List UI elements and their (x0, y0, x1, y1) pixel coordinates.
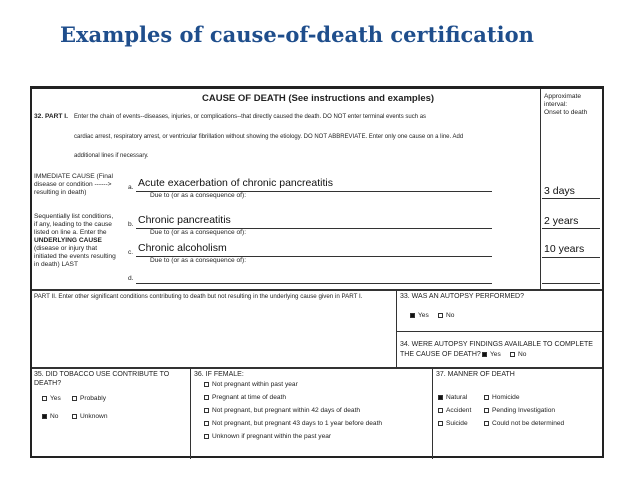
q37-pending-option[interactable] (484, 407, 555, 415)
q36-option-2[interactable] (204, 394, 286, 402)
sequential-5: (disease or injury that (34, 245, 98, 252)
checkbox-icon (484, 395, 489, 400)
q37-natural-label: Natural (446, 394, 468, 401)
q36-option-1-label: Not pregnant within past year (212, 381, 298, 388)
checkbox-icon (204, 421, 209, 426)
checkbox-icon (438, 313, 443, 318)
q33-label: 33. WAS AN AUTOPSY PERFORMED? (400, 293, 524, 300)
checkbox-checked-icon (438, 395, 443, 400)
letter-a: a. (128, 184, 134, 191)
part1-instr-2: cardiac arrest, respiratory arrest, or ventricular fibrillation without showing the etiology. DO NOT ABBREVIATE. Enter only one cause on a line. Add (74, 134, 464, 140)
checkbox-icon (72, 414, 77, 419)
q36-label: 36. IF FEMALE: (194, 371, 244, 378)
checkbox-icon (510, 352, 515, 357)
q35-probably-label: Probably (80, 395, 107, 402)
q37-homicide-label: Homicide (492, 394, 520, 401)
interval-divider (540, 89, 541, 289)
interval-header-3: Onset to death (544, 109, 588, 116)
q37-undetermined-label: Could not be determined (492, 420, 565, 427)
q36-option-4-label: Not pregnant, but pregnant 43 days to 1 year before death (212, 420, 383, 427)
q35-no-option[interactable] (42, 413, 58, 421)
q35-label-2: DEATH? (34, 380, 62, 387)
cause-d-line (136, 283, 492, 284)
checkbox-icon (204, 434, 209, 439)
q34-label: 34. WERE AUTOPSY FINDINGS AVAILABLE TO COMPLETE (400, 341, 593, 348)
immediate-cause-2: disease or condition ------> (34, 181, 112, 188)
q34-yes-option[interactable] (482, 351, 501, 359)
q33-yes-label: Yes (418, 312, 429, 319)
sequential-7: in death) LAST (34, 261, 78, 268)
bottom-row-divider (32, 367, 602, 369)
checkbox-icon (438, 421, 443, 426)
cause-a: Acute exacerbation of chronic pancreatitis (138, 177, 333, 189)
q37-accident-label: Accident (446, 407, 472, 414)
checkbox-icon (72, 396, 77, 401)
cause-b: Chronic pancreatitis (138, 214, 231, 226)
page-title: Examples of cause-of-death certification (60, 22, 534, 47)
q36-option-3[interactable] (204, 407, 360, 415)
q37-suicide-option[interactable] (438, 420, 468, 428)
q33-no-label: No (446, 312, 455, 319)
q35-no-label: No (50, 413, 59, 420)
form-header: CAUSE OF DEATH (See instructions and examples) (202, 93, 435, 104)
q35-unknown-option[interactable] (72, 413, 108, 421)
immediate-cause-3: resulting in death) (34, 189, 87, 196)
checkbox-icon (204, 395, 209, 400)
checkbox-icon (42, 396, 47, 401)
interval-b: 2 years (544, 215, 579, 227)
q36-divider (432, 367, 433, 459)
interval-d-line (542, 283, 600, 284)
checkbox-icon (204, 382, 209, 387)
part2-text: PART II. Enter other significant conditions contributing to death but not resulting in the underlying cause given in PART I. (34, 293, 363, 300)
q34-yes-label: Yes (490, 351, 501, 358)
q35-yes-label: Yes (50, 395, 61, 402)
sequential-6: initiated the events resulting (34, 253, 116, 260)
q36-option-4[interactable] (204, 420, 382, 428)
checkbox-checked-icon (410, 313, 415, 318)
interval-a-line (542, 198, 600, 199)
checkbox-icon (484, 421, 489, 426)
q35-divider (190, 367, 191, 459)
q37-label: 37. MANNER OF DEATH (436, 371, 515, 378)
letter-b: b. (128, 221, 134, 228)
checkbox-icon (204, 408, 209, 413)
q35-unknown-label: Unknown (80, 413, 108, 420)
q35-label: 35. DID TOBACCO USE CONTRIBUTE TO (34, 371, 170, 378)
q33-divider (396, 289, 397, 367)
death-certificate-form (30, 86, 604, 458)
part1-label: 32. PART I. (34, 113, 68, 120)
checkbox-checked-icon (482, 352, 487, 357)
interval-c-line (542, 257, 600, 258)
q36-option-5[interactable] (204, 433, 331, 441)
checkbox-icon (438, 408, 443, 413)
q35-probably-option[interactable] (72, 395, 106, 403)
due-to-b: Due to (or as a consequence of): (150, 229, 247, 236)
interval-a: 3 days (544, 185, 575, 197)
q34-no-option[interactable] (510, 351, 526, 359)
sequential-3: listed on line a. Enter the (34, 229, 107, 236)
interval-header-1: Approximate (544, 93, 582, 100)
q35-yes-option[interactable] (42, 395, 61, 403)
q34-no-label: No (518, 351, 527, 358)
q37-homicide-option[interactable] (484, 394, 519, 402)
q37-natural-option[interactable] (438, 394, 467, 402)
cause-c: Chronic alcoholism (138, 242, 227, 254)
q37-accident-option[interactable] (438, 407, 471, 415)
q34-divider (396, 331, 602, 332)
q37-undetermined-option[interactable] (484, 420, 564, 428)
due-to-c: Due to (or as a consequence of): (150, 257, 247, 264)
part1-instr-1: Enter the chain of events--diseases, injuries, or complications--that directly caused the death. DO NOT enter terminal events such as (74, 114, 427, 120)
q37-suicide-label: Suicide (446, 420, 468, 427)
due-to-a: Due to (or as a consequence of): (150, 192, 247, 199)
q36-option-1[interactable] (204, 381, 298, 389)
part1-instr-3: additional lines if necessary. (74, 153, 149, 159)
part2-divider (32, 289, 602, 291)
q36-option-2-label: Pregnant at time of death (212, 394, 287, 401)
sequential-1: Sequentially list conditions, (34, 213, 114, 220)
q36-option-3-label: Not pregnant, but pregnant within 42 days of death (212, 407, 361, 414)
checkbox-checked-icon (42, 414, 47, 419)
q33-no-option[interactable] (438, 312, 454, 320)
interval-c: 10 years (544, 243, 585, 255)
sequential-4: UNDERLYING CAUSE (34, 237, 102, 244)
q37-pending-label: Pending Investigation (492, 407, 556, 414)
letter-d: d. (128, 275, 134, 282)
letter-c: c. (128, 249, 134, 256)
interval-header-2: interval: (544, 101, 568, 108)
immediate-cause-1: IMMEDIATE CAUSE (Final (34, 173, 114, 180)
q34-label-2: THE CAUSE OF DEATH? (400, 351, 481, 358)
sequential-2: if any, leading to the cause (34, 221, 112, 228)
q36-option-5-label: Unknown if pregnant within the past year (212, 433, 332, 440)
interval-b-line (542, 228, 600, 229)
checkbox-icon (484, 408, 489, 413)
q33-yes-option[interactable] (410, 312, 429, 320)
